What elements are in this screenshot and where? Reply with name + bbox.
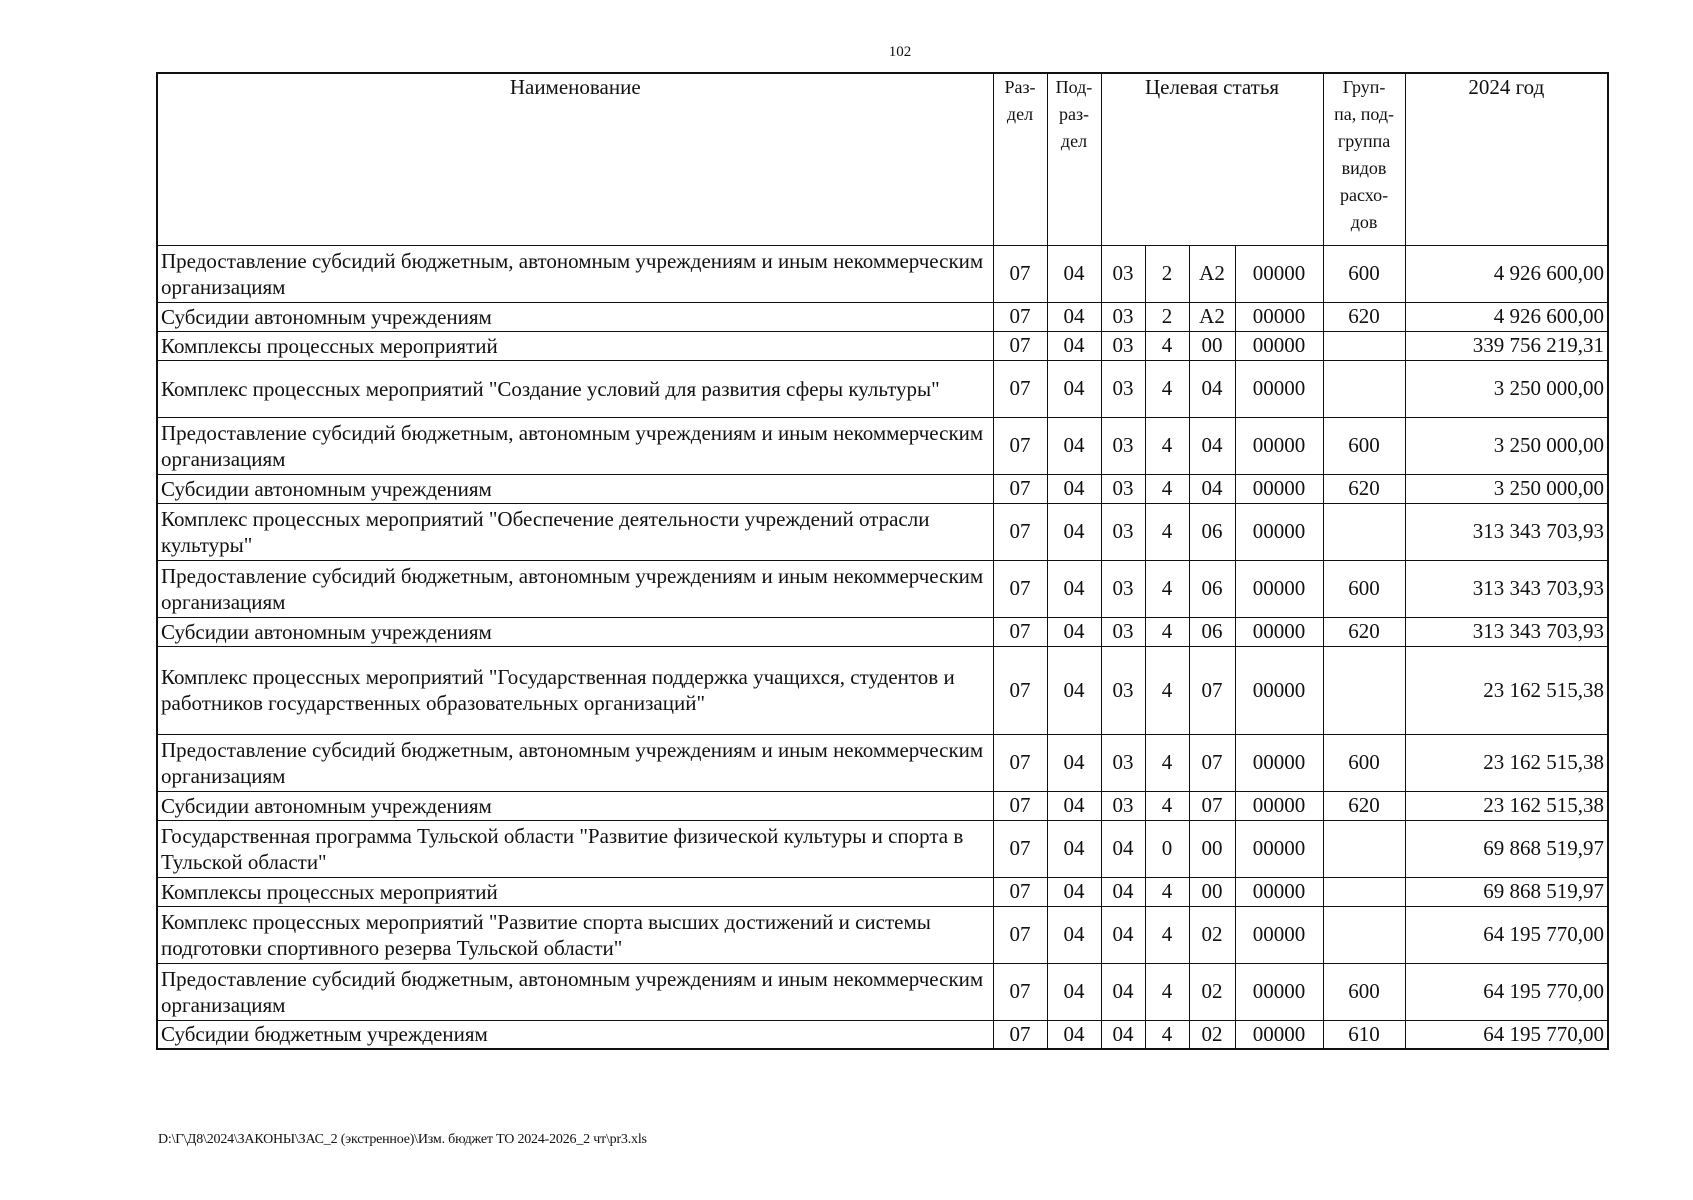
row-expense-group: 600	[1323, 245, 1405, 302]
row-subsection: 04	[1047, 331, 1101, 360]
row-target-program: 03	[1101, 560, 1145, 617]
row-section: 07	[993, 474, 1047, 503]
row-target-program: 04	[1101, 820, 1145, 877]
row-target-program: 03	[1101, 245, 1145, 302]
row-name: Субсидии автономным учреждениям	[157, 474, 993, 503]
row-target-event: 02	[1189, 963, 1235, 1020]
row-target-direction: 00000	[1235, 820, 1323, 877]
row-expense-group: 610	[1323, 1020, 1405, 1049]
row-amount: 64 195 770,00	[1405, 906, 1608, 963]
row-target-event: 00	[1189, 331, 1235, 360]
row-section: 07	[993, 734, 1047, 791]
row-expense-group	[1323, 646, 1405, 734]
row-name: Предоставление субсидий бюджетным, автономным учреждениям и иным некоммерческим организациям	[157, 734, 993, 791]
row-section: 07	[993, 1020, 1047, 1049]
row-subsection: 04	[1047, 360, 1101, 417]
table-row	[157, 820, 1608, 877]
row-target-program: 04	[1101, 877, 1145, 906]
row-expense-group: 620	[1323, 617, 1405, 646]
row-target-direction: 00000	[1235, 877, 1323, 906]
row-subsection: 04	[1047, 560, 1101, 617]
row-name: Предоставление субсидий бюджетным, автономным учреждениям и иным некоммерческим организациям	[157, 560, 993, 617]
row-subsection: 04	[1047, 734, 1101, 791]
header-year-2024: 2024 год	[1405, 73, 1608, 245]
row-section: 07	[993, 302, 1047, 331]
table-row	[157, 302, 1608, 331]
row-subsection: 04	[1047, 820, 1101, 877]
row-target-program: 04	[1101, 906, 1145, 963]
table-body	[157, 245, 1608, 1049]
row-amount: 313 343 703,93	[1405, 560, 1608, 617]
row-target-direction: 00000	[1235, 791, 1323, 820]
row-target-event: А2	[1189, 245, 1235, 302]
row-amount: 4 926 600,00	[1405, 302, 1608, 331]
row-subsection: 04	[1047, 617, 1101, 646]
row-target-direction: 00000	[1235, 417, 1323, 474]
row-name: Комплекс процессных мероприятий "Развитие спорта высших достижений и системы подготовки спортивного резерва Тульской области"	[157, 906, 993, 963]
row-expense-group: 600	[1323, 560, 1405, 617]
table-row	[157, 877, 1608, 906]
row-target-event: 04	[1189, 417, 1235, 474]
table-row	[157, 646, 1608, 734]
row-expense-group	[1323, 877, 1405, 906]
row-target-event: 04	[1189, 360, 1235, 417]
row-amount: 339 756 219,31	[1405, 331, 1608, 360]
row-amount: 3 250 000,00	[1405, 360, 1608, 417]
file-path-footer: D:\Г\Д8\2024\ЗАКОНЫ\ЗАС_2 (экстренное)\Изм. бюджет ТО 2024-2026_2 чт\pr3.xls	[158, 1132, 647, 1147]
row-subsection: 04	[1047, 302, 1101, 331]
row-target-type: 4	[1145, 617, 1189, 646]
row-target-type: 4	[1145, 734, 1189, 791]
row-target-event: 06	[1189, 617, 1235, 646]
header-name-label: Наименование	[509, 75, 641, 99]
row-target-type: 4	[1145, 1020, 1189, 1049]
row-section: 07	[993, 877, 1047, 906]
row-amount: 4 926 600,00	[1405, 245, 1608, 302]
row-target-type: 4	[1145, 360, 1189, 417]
row-expense-group	[1323, 503, 1405, 560]
row-name: Субсидии автономным учреждениям	[157, 302, 993, 331]
row-target-event: 07	[1189, 791, 1235, 820]
row-target-type: 4	[1145, 791, 1189, 820]
row-name: Предоставление субсидий бюджетным, автономным учреждениям и иным некоммерческим организациям	[157, 245, 993, 302]
row-amount: 69 868 519,97	[1405, 877, 1608, 906]
table-row	[157, 617, 1608, 646]
row-target-direction: 00000	[1235, 331, 1323, 360]
row-subsection: 04	[1047, 474, 1101, 503]
row-target-event: 04	[1189, 474, 1235, 503]
row-target-direction: 00000	[1235, 734, 1323, 791]
table-row	[157, 417, 1608, 474]
row-amount: 23 162 515,38	[1405, 791, 1608, 820]
table-row	[157, 734, 1608, 791]
row-subsection: 04	[1047, 1020, 1101, 1049]
row-subsection: 04	[1047, 963, 1101, 1020]
row-section: 07	[993, 245, 1047, 302]
row-name: Комплексы процессных мероприятий	[157, 877, 993, 906]
row-target-event: 07	[1189, 734, 1235, 791]
row-section: 07	[993, 560, 1047, 617]
row-target-event: 00	[1189, 877, 1235, 906]
row-target-direction: 00000	[1235, 560, 1323, 617]
row-section: 07	[993, 820, 1047, 877]
row-name: Государственная программа Тульской области "Развитие физической культуры и спорта в Тульской области"	[157, 820, 993, 877]
table-header-row	[157, 73, 1608, 245]
row-target-type: 4	[1145, 417, 1189, 474]
header-subsection: Под- раз- дел	[1047, 73, 1101, 245]
row-target-program: 03	[1101, 791, 1145, 820]
row-target-direction: 00000	[1235, 963, 1323, 1020]
row-target-type: 2	[1145, 302, 1189, 331]
row-target-program: 03	[1101, 331, 1145, 360]
row-target-program: 03	[1101, 734, 1145, 791]
table-row	[157, 560, 1608, 617]
row-target-type: 4	[1145, 877, 1189, 906]
table-row	[157, 791, 1608, 820]
row-target-program: 04	[1101, 963, 1145, 1020]
table-row	[157, 906, 1608, 963]
row-target-direction: 00000	[1235, 646, 1323, 734]
row-subsection: 04	[1047, 646, 1101, 734]
row-name: Комплекс процессных мероприятий "Создание условий для развития сферы культуры"	[157, 360, 993, 417]
row-section: 07	[993, 331, 1047, 360]
row-target-direction: 00000	[1235, 474, 1323, 503]
row-expense-group: 620	[1323, 791, 1405, 820]
row-target-program: 04	[1101, 1020, 1145, 1049]
row-name: Предоставление субсидий бюджетным, автономным учреждениям и иным некоммерческим организациям	[157, 963, 993, 1020]
table-row	[157, 245, 1608, 302]
header-section: Раз- дел	[993, 73, 1047, 245]
row-section: 07	[993, 963, 1047, 1020]
row-target-direction: 00000	[1235, 906, 1323, 963]
table-row	[157, 1020, 1608, 1049]
row-section: 07	[993, 360, 1047, 417]
row-section: 07	[993, 417, 1047, 474]
row-target-direction: 00000	[1235, 617, 1323, 646]
row-target-program: 03	[1101, 302, 1145, 331]
row-section: 07	[993, 503, 1047, 560]
row-expense-group: 600	[1323, 963, 1405, 1020]
budget-table	[156, 72, 1609, 1050]
row-target-type: 4	[1145, 646, 1189, 734]
row-target-program: 03	[1101, 617, 1145, 646]
row-name: Субсидии автономным учреждениям	[157, 617, 993, 646]
row-name: Субсидии автономным учреждениям	[157, 791, 993, 820]
row-section: 07	[993, 646, 1047, 734]
row-section: 07	[993, 617, 1047, 646]
row-name: Комплекс процессных мероприятий "Обеспечение деятельности учреждений отрасли культуры"	[157, 503, 993, 560]
row-target-direction: 00000	[1235, 302, 1323, 331]
row-subsection: 04	[1047, 417, 1101, 474]
row-name: Комплекс процессных мероприятий "Государственная поддержка учащихся, студентов и работников государственных образовательных организаций"	[157, 646, 993, 734]
row-target-program: 03	[1101, 417, 1145, 474]
row-subsection: 04	[1047, 245, 1101, 302]
page-number: 102	[888, 44, 912, 60]
row-amount: 23 162 515,38	[1405, 646, 1608, 734]
row-amount: 313 343 703,93	[1405, 617, 1608, 646]
row-target-type: 0	[1145, 820, 1189, 877]
row-target-type: 4	[1145, 963, 1189, 1020]
row-subsection: 04	[1047, 906, 1101, 963]
table-row	[157, 963, 1608, 1020]
row-target-event: 07	[1189, 646, 1235, 734]
row-target-program: 03	[1101, 503, 1145, 560]
header-target-article: Целевая статья	[1101, 73, 1323, 245]
row-amount: 313 343 703,93	[1405, 503, 1608, 560]
row-target-program: 03	[1101, 360, 1145, 417]
row-name: Комплексы процессных мероприятий	[157, 331, 993, 360]
table-row	[157, 360, 1608, 417]
header-name	[157, 73, 993, 245]
row-target-type: 4	[1145, 560, 1189, 617]
row-target-direction: 00000	[1235, 360, 1323, 417]
row-expense-group	[1323, 360, 1405, 417]
table-row	[157, 503, 1608, 560]
row-target-direction: 00000	[1235, 503, 1323, 560]
table-row	[157, 331, 1608, 360]
table-row	[157, 474, 1608, 503]
row-target-event: А2	[1189, 302, 1235, 331]
row-subsection: 04	[1047, 503, 1101, 560]
row-expense-group: 620	[1323, 302, 1405, 331]
header-expense-group: Груп- па, под- группа видов расхо- дов	[1323, 73, 1405, 245]
row-expense-group: 600	[1323, 417, 1405, 474]
row-expense-group: 620	[1323, 474, 1405, 503]
row-target-type: 4	[1145, 906, 1189, 963]
row-target-event: 02	[1189, 906, 1235, 963]
row-expense-group	[1323, 331, 1405, 360]
row-amount: 3 250 000,00	[1405, 474, 1608, 503]
row-amount: 23 162 515,38	[1405, 734, 1608, 791]
row-amount: 64 195 770,00	[1405, 963, 1608, 1020]
row-target-direction: 00000	[1235, 245, 1323, 302]
row-expense-group: 600	[1323, 734, 1405, 791]
row-target-type: 2	[1145, 245, 1189, 302]
row-expense-group	[1323, 906, 1405, 963]
row-target-event: 06	[1189, 503, 1235, 560]
row-section: 07	[993, 906, 1047, 963]
row-name: Субсидии бюджетным учреждениям	[157, 1020, 993, 1049]
row-target-direction: 00000	[1235, 1020, 1323, 1049]
row-target-event: 00	[1189, 820, 1235, 877]
row-amount: 69 868 519,97	[1405, 820, 1608, 877]
row-target-type: 4	[1145, 331, 1189, 360]
row-amount: 3 250 000,00	[1405, 417, 1608, 474]
row-target-type: 4	[1145, 474, 1189, 503]
row-target-program: 03	[1101, 646, 1145, 734]
row-amount: 64 195 770,00	[1405, 1020, 1608, 1049]
row-target-event: 06	[1189, 560, 1235, 617]
row-expense-group	[1323, 820, 1405, 877]
row-name: Предоставление субсидий бюджетным, автономным учреждениям и иным некоммерческим организациям	[157, 417, 993, 474]
row-target-program: 03	[1101, 474, 1145, 503]
row-section: 07	[993, 791, 1047, 820]
row-subsection: 04	[1047, 791, 1101, 820]
row-subsection: 04	[1047, 877, 1101, 906]
row-target-type: 4	[1145, 503, 1189, 560]
row-target-event: 02	[1189, 1020, 1235, 1049]
